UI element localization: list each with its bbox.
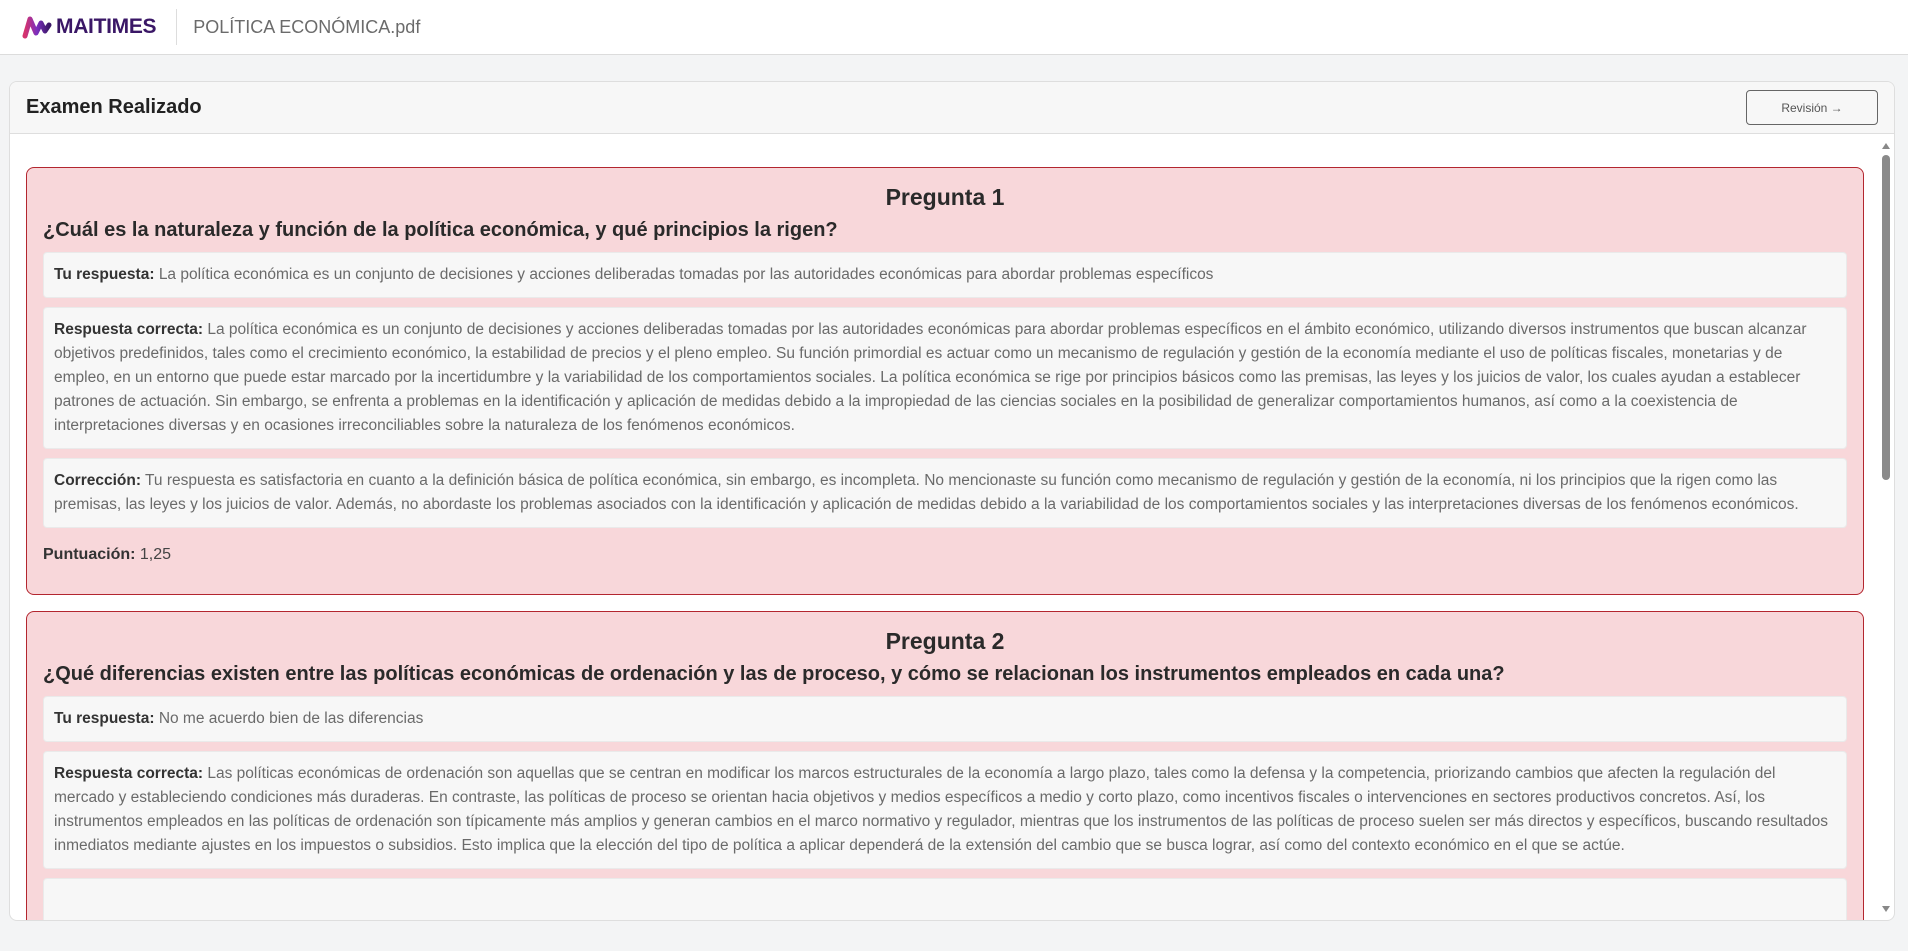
your-answer-box: [43, 696, 1847, 742]
scroll-up-arrow-icon[interactable]: [1882, 143, 1890, 149]
correct-answer-label: Respuesta correcta:: [54, 321, 204, 338]
your-answer-label: Tu respuesta:: [54, 710, 155, 727]
your-answer-label: Tu respuesta:: [54, 266, 155, 283]
header-divider: [176, 9, 177, 45]
question-number: Pregunta 2: [885, 628, 1005, 654]
logo[interactable]: [22, 15, 156, 39]
scrollbar-thumb[interactable]: [1882, 155, 1890, 480]
exam-title: Examen Realizado: [26, 96, 202, 118]
exam-card-header: [10, 82, 1894, 134]
results-scroll-area[interactable]: [10, 135, 1894, 920]
review-button[interactable]: Revisión →: [1746, 90, 1878, 125]
correct-answer-box: [43, 307, 1847, 449]
your-answer-text: No me acuerdo bien de las diferencias: [158, 710, 424, 727]
your-answer-text: La política económica es un conjunto de decisiones y acciones deliberadas tomadas por las autoridades económicas para abordar problemas específicos: [158, 266, 1214, 283]
correct-answer-text: La política económica es un conjunto de decisiones y acciones deliberadas tomadas por las autoridades económicas para abordar problemas específicos en el ámbito económico, utilizando diversos instrumentos que buscan alcanzar objetivos predefinidos, tales como el crecimiento económico, la estabilidad de precios y el pleno empleo. Su función primordial es actuar como un mecanismo de regulación y gestión de la economía mediante el uso de políticas fiscales, monetarias y de empleo, en un entorno que puede estar marcado por la incertidumbre y la variabilidad de los comportamientos sociales. La política económica se rige por principios básicos como las premisas, las leyes y los juicios de valor, los cuales ayudan a establecer patrones de actuación. Sin embargo, se enfrenta a problemas en la identificación y aplicación de medidas debido a la impropiedad de las ciencias sociales en la posibilidad de generalizar comportamientos humanos, así como a la coexistencia de interpretaciones diversas y en ocasiones irreconciliables sobre la naturaleza de los fenómenos económicos.: [54, 321, 1807, 434]
question-card: [26, 167, 1864, 595]
scroll-down-arrow-icon[interactable]: [1882, 906, 1890, 912]
question-text: ¿Cuál es la naturaleza y función de la política económica, y qué principios la rigen?: [43, 219, 838, 241]
correction-box: [43, 458, 1847, 528]
question-number: Pregunta 1: [885, 184, 1005, 210]
correct-answer-label: Respuesta correcta:: [54, 765, 204, 782]
exam-card: [9, 81, 1895, 921]
correct-answer-text: Las políticas económicas de ordenación son aquellas que se centran en modificar los marcos estructurales de la economía a largo plazo, tales como la defensa y la competencia, priorizando cambios que afecten la regulación del mercado y estableciendo condiciones más duraderas. En contraste, las políticas de proceso se orientan hacia objetivos y medios específicos a medio y corto plazo, como incentivos fiscales o intervenciones en sectores productivos concretos. Así, los instrumentos empleados en las políticas de ordenación son típicamente más amplios y generan cambios en el marco normativo y regulador, mientras que los instrumentos de las políticas de proceso suelen ser más directos y específicos, buscando resultados inmediatos mediante ajustes en los impuestos o subsidios. Esto implica que la elección del tipo de política a aplicar dependerá de la extensión del cambio que se busca lograr, así como del contexto económico en el que se actúe.: [54, 765, 1828, 854]
score: [43, 546, 1847, 564]
correction-label: Corrección:: [54, 472, 141, 489]
logo-text: MAITIMES: [56, 15, 157, 38]
score-label: Puntuación:: [43, 546, 136, 563]
question-text: ¿Qué diferencias existen entre las políticas económicas de ordenación y las de proceso, y cómo se relacionan los instrumentos empleados en cada una?: [43, 663, 1505, 685]
score-value: 1,25: [139, 546, 172, 563]
correction-box: [43, 878, 1847, 920]
document-filename: POLÍTICA ECONÓMICA.pdf: [193, 16, 421, 37]
correction-text: Tu respuesta es satisfactoria en cuanto a la definición básica de política económica, sin embargo, es incompleta. No mencionaste su función como mecanismo de regulación y gestión de la economía, ni los principios que la rigen como las premisas, las leyes y los juicios de valor. Además, no abordaste los problemas asociados con la identificación y aplicación de medidas debido a la variabilidad de los comportamientos sociales y las interpretaciones diversas de los fenómenos económicos.: [54, 472, 1799, 513]
logo-wave-icon: [22, 15, 52, 39]
your-answer-box: [43, 252, 1847, 298]
question-card: [26, 611, 1864, 920]
scrollbar[interactable]: [1880, 135, 1892, 920]
top-bar: [0, 0, 1908, 55]
correct-answer-box: [43, 751, 1847, 869]
